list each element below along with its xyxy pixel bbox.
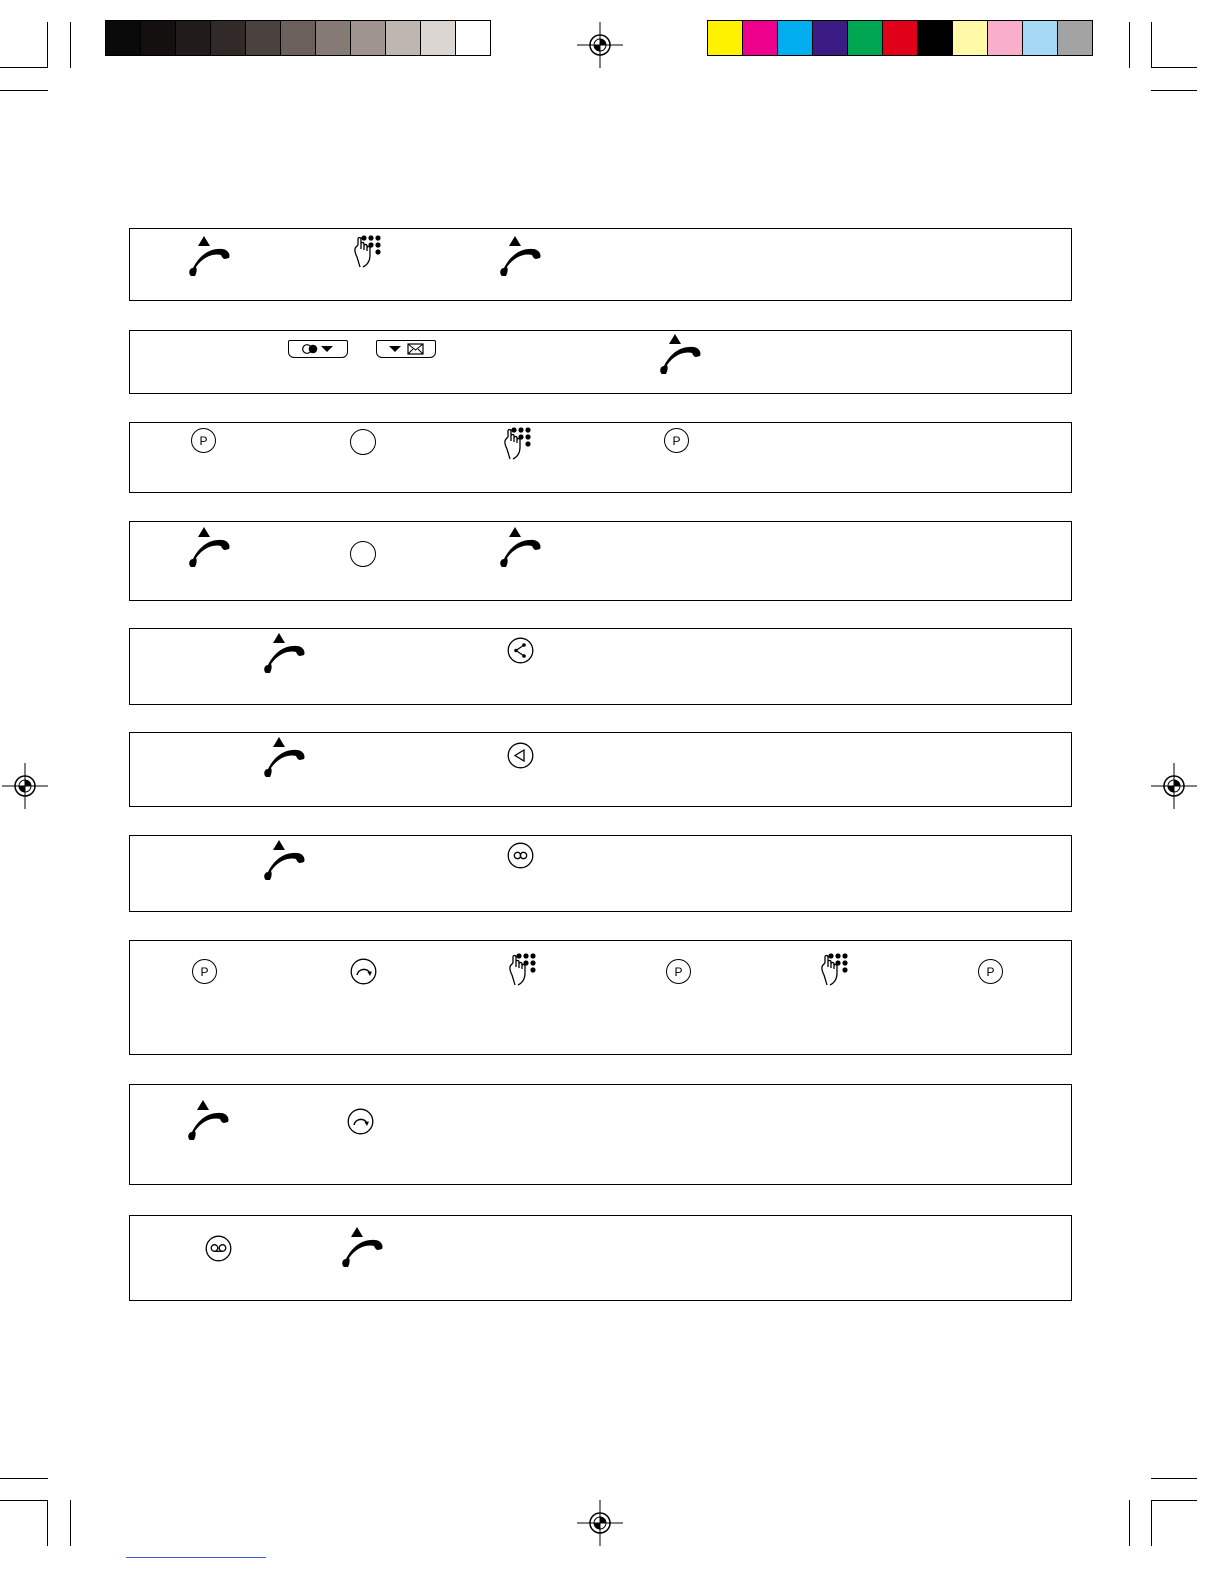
softkey-left	[288, 340, 348, 358]
program-p-label: P	[199, 433, 208, 448]
registration-mark-icon	[577, 22, 623, 68]
footer-rule	[126, 1557, 266, 1558]
keypad-dial-icon	[353, 235, 383, 269]
process-color-bar	[707, 20, 1093, 56]
handset-lift-icon	[340, 1227, 384, 1269]
program-p-button	[664, 428, 689, 453]
color-swatch-5	[848, 21, 883, 55]
blank-round-key-icon	[350, 429, 376, 455]
handset-lift-icon	[187, 527, 231, 569]
grayscale-color-bar	[105, 20, 491, 56]
crop-mark	[47, 22, 48, 68]
voicemail-icon	[205, 1235, 232, 1262]
color-swatch-4	[813, 21, 848, 55]
program-p-button	[192, 959, 217, 984]
transfer-icon	[507, 637, 534, 664]
handset-lift-icon	[262, 633, 306, 675]
program-p-label: P	[986, 964, 995, 979]
crop-mark	[70, 1500, 71, 1546]
color-swatch-6	[883, 21, 918, 55]
color-swatch-2	[743, 21, 778, 55]
color-swatch-11	[1058, 21, 1092, 55]
color-swatch-10	[1023, 21, 1058, 55]
color-swatch-9	[988, 21, 1023, 55]
step-box-4	[129, 521, 1072, 601]
step-box-8	[129, 940, 1072, 1055]
step-box-2	[129, 330, 1072, 394]
handset-lift-icon	[658, 334, 702, 376]
step-box-10	[129, 1215, 1072, 1301]
crop-mark	[0, 1500, 48, 1501]
crop-mark	[1151, 22, 1152, 68]
gray-swatch-3	[176, 21, 211, 55]
redial-arc-icon	[347, 1108, 374, 1135]
gray-swatch-1	[106, 21, 141, 55]
program-p-label: P	[672, 433, 681, 448]
crop-mark	[0, 67, 48, 68]
keypad-dial-icon	[508, 953, 538, 987]
crop-mark	[70, 22, 71, 68]
handset-lift-icon	[187, 236, 231, 278]
handset-lift-icon	[262, 737, 306, 779]
intercom-icon	[507, 842, 534, 869]
registration-mark-icon	[1151, 763, 1197, 809]
keypad-dial-icon	[820, 953, 850, 987]
crop-mark	[1151, 1500, 1197, 1501]
gray-swatch-6	[281, 21, 316, 55]
color-swatch-7	[918, 21, 953, 55]
crop-mark	[1151, 1500, 1152, 1546]
crop-mark	[1129, 1500, 1130, 1546]
crop-mark	[1129, 22, 1130, 68]
color-swatch-3	[778, 21, 813, 55]
program-p-button	[666, 959, 691, 984]
gray-swatch-8	[351, 21, 386, 55]
handset-lift-icon	[186, 1100, 230, 1142]
gray-swatch-2	[141, 21, 176, 55]
registration-mark-icon	[577, 1500, 623, 1546]
record-down-icon	[289, 341, 347, 357]
back-arrow-icon	[507, 742, 534, 769]
gray-swatch-5	[246, 21, 281, 55]
program-p-label: P	[200, 964, 209, 979]
softkey-right	[376, 340, 436, 358]
crop-mark	[0, 1478, 48, 1479]
registration-mark-icon	[2, 763, 48, 809]
program-p-button	[978, 959, 1003, 984]
gray-swatch-11	[456, 21, 490, 55]
gray-swatch-10	[421, 21, 456, 55]
gray-swatch-7	[316, 21, 351, 55]
crop-mark	[47, 1500, 48, 1546]
crop-mark	[1151, 90, 1197, 91]
program-p-label: P	[674, 964, 683, 979]
handset-lift-icon	[262, 840, 306, 882]
blank-round-key-icon	[350, 541, 376, 567]
crop-mark	[0, 90, 48, 91]
gray-swatch-9	[386, 21, 421, 55]
keypad-dial-icon	[503, 427, 533, 461]
message-down-icon	[377, 341, 435, 357]
color-swatch-8	[953, 21, 988, 55]
handset-lift-icon	[498, 236, 542, 278]
step-box-1	[129, 228, 1072, 301]
step-box-3	[129, 422, 1072, 493]
handset-lift-icon	[498, 527, 542, 569]
gray-swatch-4	[211, 21, 246, 55]
crop-mark	[1151, 67, 1197, 68]
program-p-button	[191, 428, 216, 453]
crop-mark	[1151, 1478, 1197, 1479]
redial-arc-icon	[350, 958, 377, 985]
step-box-9	[129, 1084, 1072, 1185]
color-swatch-1	[708, 21, 743, 55]
